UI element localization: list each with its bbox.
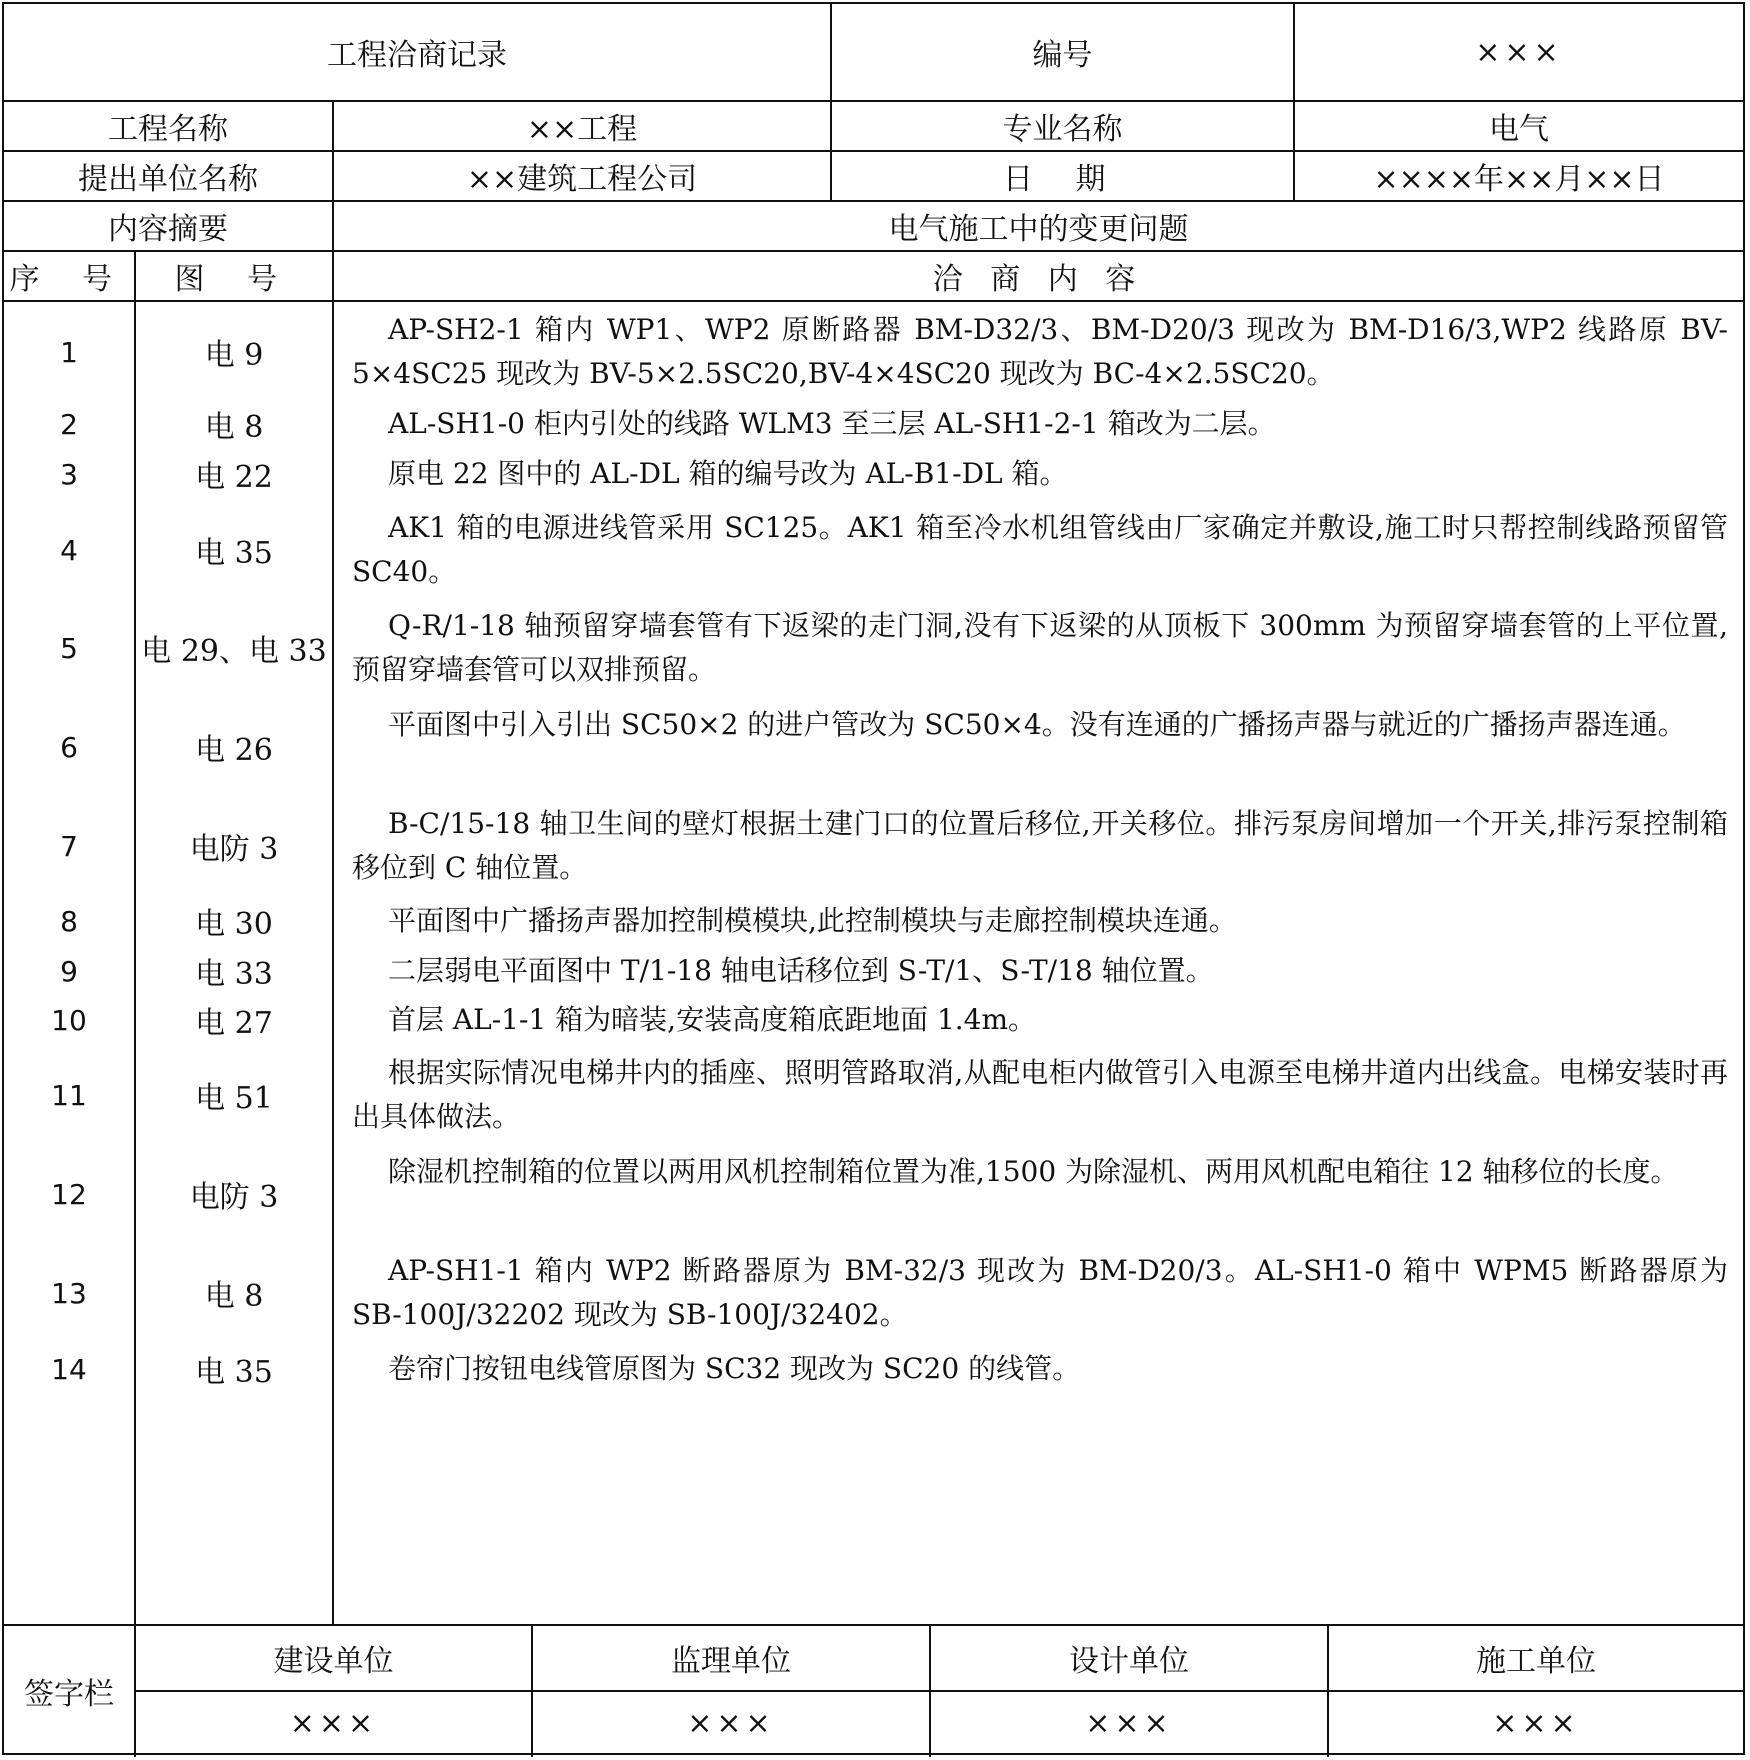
summary-label: 内容摘要 [108, 212, 228, 247]
row-drawing: 电 30 [195, 907, 273, 942]
row-drawing: 电 8 [204, 1279, 264, 1314]
row-content: AP-SH2-1 箱内 WP1、WP2 原断路器 BM-D32/3、BM-D20/3 现改为 BM-D16/3,WP2 线路原 BV-5×4SC25 现改为 BV-5×2.5SC20,BV-4×4SC20 现改为 BC-4×2.5SC20。 [352, 313, 1728, 390]
form-title: 工程洽商记录 [327, 38, 507, 73]
row-drawing: 电 35 [195, 536, 273, 571]
row-seq: 14 [51, 1352, 87, 1386]
row-seq: 11 [51, 1078, 87, 1112]
submitter-label: 提出单位名称 [78, 162, 258, 197]
row-content: 平面图中引入引出 SC50×2 的进户管改为 SC50×4。没有连通的广播扬声器与就近的广播扬声器连通。 [388, 708, 1686, 741]
signature-unit-value: ××× [1085, 1706, 1173, 1741]
number-label: 编号 [1032, 38, 1093, 73]
signature-unit-value: ××× [687, 1706, 775, 1741]
column-header-drawing: 图 号 [174, 262, 294, 297]
column-header-seq: 序 号 [9, 262, 129, 297]
date-label: 日 期 [1002, 162, 1123, 197]
row-seq: 6 [60, 730, 78, 764]
signature-unit-label: 监理单位 [671, 1644, 791, 1679]
signature-unit-value: ××× [289, 1706, 378, 1741]
row-seq: 5 [60, 631, 78, 665]
row-seq: 12 [51, 1177, 87, 1211]
row-content: 首层 AL-1-1 箱为暗装,安装高度箱底距地面 1.4m。 [388, 1003, 1037, 1036]
row-drawing: 电 8 [204, 410, 264, 445]
row-drawing: 电 51 [195, 1081, 273, 1116]
signature-unit-label: 施工单位 [1476, 1644, 1596, 1679]
row-seq: 2 [60, 407, 78, 441]
summary-value: 电气施工中的变更问题 [888, 212, 1189, 247]
date-value: ××××年××月××日 [1373, 162, 1665, 197]
row-content: 根据实际情况电梯井内的插座、照明管路取消,从配电柜内做管引入电源至电梯井道内出线盒。电梯安装时再出具体做法。 [352, 1056, 1728, 1133]
signature-unit-label: 建设单位 [273, 1644, 394, 1679]
row-drawing: 电 9 [204, 338, 264, 373]
signature-label: 签字栏 [24, 1676, 114, 1712]
row-seq: 4 [60, 533, 78, 567]
row-content: 平面图中广播扬声器加控制模模块,此控制模块与走廊控制模块连通。 [388, 904, 1237, 937]
row-seq: 13 [51, 1276, 87, 1310]
rule [2, 300, 1745, 302]
row-seq: 7 [60, 829, 78, 863]
row-content: Q-R/1-18 轴预留穿墙套管有下返梁的走门洞,没有下返梁的从顶板下 300mm 为预留穿墙套管的上平位置,预留穿墙套管可以双排预留。 [352, 609, 1728, 686]
discipline-value: 电气 [1489, 112, 1549, 147]
row-drawing: 电防 3 [189, 1180, 279, 1215]
row-drawing: 电 26 [195, 733, 273, 768]
rule [332, 100, 334, 1624]
row-seq: 3 [60, 457, 78, 491]
row-drawing: 电 27 [195, 1006, 273, 1041]
project-name-label: 工程名称 [108, 112, 228, 147]
row-drawing: 电防 3 [189, 832, 279, 867]
row-content: 卷帘门按钮电线管原图为 SC32 现改为 SC20 的线管。 [388, 1352, 1081, 1385]
row-content: 除湿机控制箱的位置以两用风机控制箱位置为准,1500 为除湿机、两用风机配电箱往 12 轴移位的长度。 [388, 1155, 1679, 1188]
row-content: 原电 22 图中的 AL-DL 箱的编号改为 AL-B1-DL 箱。 [388, 457, 1068, 490]
column-header-content: 洽 商 内 容 [932, 262, 1145, 297]
row-drawing: 电 35 [195, 1355, 273, 1390]
row-content: 二层弱电平面图中 T/1-18 轴电话移位到 S-T/1、S-T/18 轴位置。 [388, 954, 1214, 987]
row-content: B-C/15-18 轴卫生间的壁灯根据土建门口的位置后移位,开关移位。排污泵房间增加一个开关,排污泵控制箱移位到 C 轴位置。 [352, 807, 1728, 884]
row-seq: 1 [60, 335, 78, 369]
row-content: AK1 箱的电源进线管采用 SC125。AK1 箱至冷水机组管线由厂家确定并敷设,施工时只帮控制线路预留管 SC40。 [352, 511, 1728, 588]
row-drawing: 电 29、电 33 [141, 634, 327, 669]
row-seq: 10 [51, 1003, 87, 1037]
discipline-label: 专业名称 [1002, 112, 1123, 147]
signature-unit-value: ××× [1492, 1706, 1580, 1741]
number-value: ××× [1475, 34, 1563, 70]
signature-unit-label: 设计单位 [1069, 1644, 1189, 1679]
row-content: AP-SH1-1 箱内 WP2 断路器原为 BM-32/3 现改为 BM-D20/3。AL-SH1-0 箱中 WPM5 断路器原为 SB-100J/32202 现改为 SB-100J/32402。 [352, 1254, 1728, 1331]
row-seq: 8 [60, 904, 78, 938]
row-drawing: 电 33 [195, 957, 273, 992]
row-content: AL-SH1-0 柜内引处的线路 WLM3 至三层 AL-SH1-2-1 箱改为二层。 [388, 407, 1276, 440]
submitter-value: ××建筑工程公司 [466, 162, 698, 197]
row-seq: 9 [60, 954, 78, 988]
row-drawing: 电 22 [195, 460, 273, 495]
project-name-value: ××工程 [526, 112, 638, 147]
